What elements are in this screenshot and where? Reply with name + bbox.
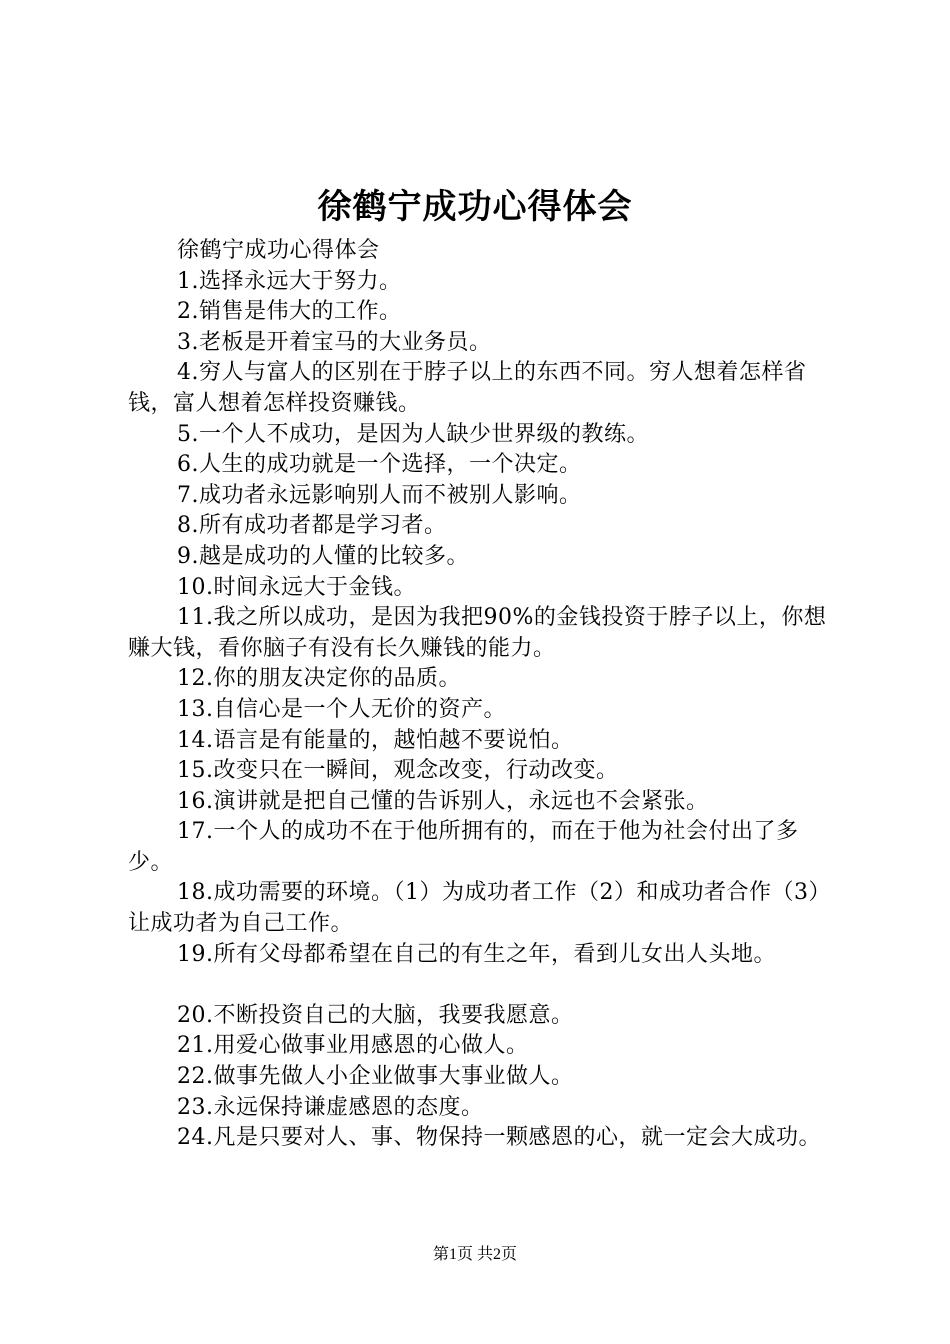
paragraph: 徐鹤宁成功心得体会 — [177, 238, 380, 263]
list-item: 4.穷人与富人的区别在于脖子以上的东西不同。穷人想着怎样省钱，富人想着怎样投资赚钱。 — [128, 360, 807, 416]
list-item: 5.一个人不成功，是因为人缺少世界级的教练。 — [177, 421, 649, 447]
list-item: 24.凡是只要对人、事、物保持一颗感恩的心，就一定会大成功。 — [177, 1125, 821, 1151]
list-item: 21.用爱心做事业用感恩的心做人。 — [177, 1033, 529, 1059]
list-item: 15.改变只在一瞬间，观念改变，行动改变。 — [177, 758, 619, 784]
document-body — [128, 236, 840, 1154]
list-item: 13.自信心是一个人无价的资产。 — [177, 696, 506, 722]
list-item: 23.永远保持谦虚感恩的态度。 — [177, 1094, 484, 1120]
list-item: 14.语言是有能量的，越怕越不要说怕。 — [177, 727, 574, 753]
list-item: 16.演讲就是把自己懂的告诉别人，永远也不会紧张。 — [177, 788, 709, 814]
list-item: 8.所有成功者都是学习者。 — [177, 513, 447, 539]
list-item: 2.销售是伟大的工作。 — [177, 299, 402, 325]
list-item: 10.时间永远大于金钱。 — [177, 574, 416, 600]
page-number-footer: 第1页 共2页 — [432, 1246, 517, 1263]
list-item: 20.不断投资自己的大脑，我要我愿意。 — [177, 1002, 574, 1028]
list-item: 7.成功者永远影响别人而不被别人影响。 — [177, 482, 582, 508]
blank-line — [128, 970, 840, 1001]
list-item: 9.越是成功的人懂的比较多。 — [177, 543, 469, 569]
list-item: 6.人生的成功就是一个选择，一个决定。 — [177, 452, 582, 478]
list-item: 19.所有父母都希望在自己的有生之年，看到儿女出人头地。 — [177, 941, 776, 967]
list-item: 22.做事先做人小企业做事大事业做人。 — [177, 1064, 574, 1090]
list-item: 12.你的朋友决定你的品质。 — [177, 666, 461, 692]
list-item: 11.我之所以成功，是因为我把90%的金钱投资于脖子以上，你想赚大钱，看你脑子有没有长久赚钱的能力。 — [128, 605, 827, 661]
list-item: 3.老板是开着宝马的大业务员。 — [177, 329, 492, 355]
list-item: 1.选择永远大于努力。 — [177, 268, 402, 294]
list-item: 17.一个人的成功不在于他所拥有的，而在于他为社会付出了多少。 — [128, 819, 799, 875]
document-title: 徐鹤宁成功心得体会 — [317, 187, 633, 227]
list-item: 18.成功需要的环境。（1）为成功者工作（2）和成功者合作（3）让成功者为自己工作。 — [128, 880, 831, 937]
